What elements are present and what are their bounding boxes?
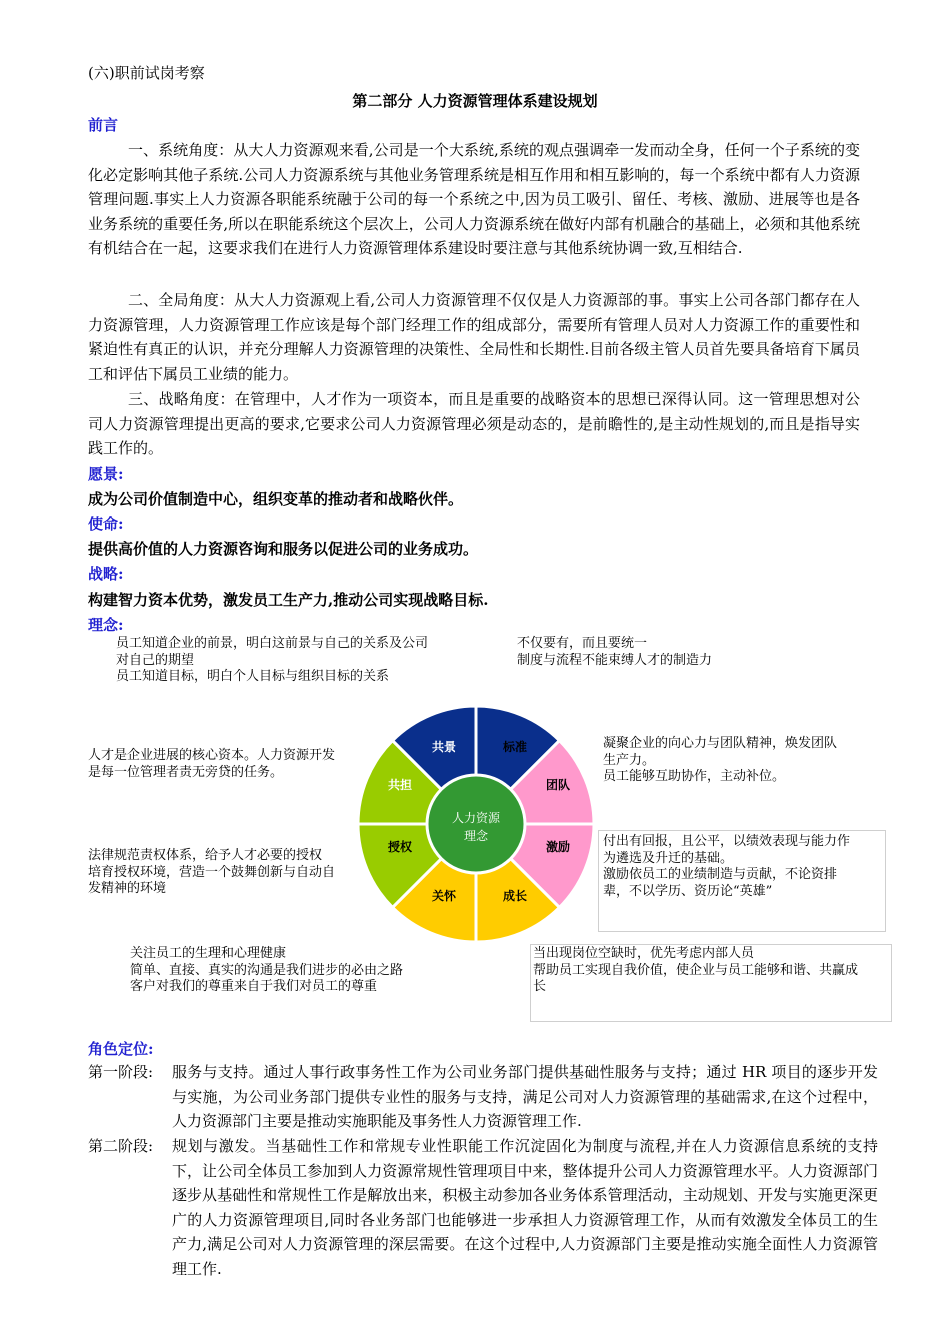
note-line: 凝聚企业的向心力与团队精神，焕发团队 (603, 736, 838, 751)
part-title: 第二部分 人力资源管理体系建设规划 (352, 92, 598, 110)
stage-text: 规划与激发。当基础性工作和常规专业性职能工作沉淀固化为制度与流程,并在人力资源信息系统的支持下，让公司全体员工参加到人力资源常规性管理项目中来，整体提升公司人力资源管理水平。人力资源部门逐步从基础性和常规性工作是解放出来，积极主动参加各业务体系管理活动，主动规划、开发与实施更深更广的人力资源管理项目,同时各业务部门也能够进一步承担人力资源管理工作，从而有效激发全体员工的生产力,满足公司对人力资源管理的深层需要。在这个过程中,人力资源部门主要是推动实施全面性人力资源管理工作. (172, 1137, 878, 1278)
note-line: 关注员工的生理和心理健康 (130, 946, 287, 961)
note-right-low (603, 834, 885, 900)
stage-label: 第二阶段: (88, 1137, 154, 1155)
note-line: 人才是企业进展的核心资本。人力资源开发 (88, 748, 336, 763)
note-line: 为遴选及升迁的基础。 (603, 850, 734, 866)
mission-text: 提供高价值的人力资源咨询和服务以促进公司的业务成功。 (88, 540, 479, 558)
note-top-right (517, 636, 837, 669)
note-line: 激励依员工的业绩制造与贡献，不论资排 (603, 867, 838, 882)
segment-label-incentive: 激励 (545, 840, 571, 854)
note-line: 客户对我们的尊重来自于我们对员工的尊重 (130, 979, 378, 994)
role-stage-1 (88, 1060, 878, 1134)
preface-paragraph-3: 三、战略角度：在管理中，人才作为一项资本，而且是重要的战略资本的思想已深得认同。这一管理思想对公司人力资源管理提出更高的要求,它要求公司人力资源管理必须是动态的，是前瞻性的,是主动性规划的,而且是指导实践工作的。 (88, 390, 860, 457)
note-line: 辈，不以学历、资历论“英雄” (603, 883, 773, 899)
note-bottom-right (533, 946, 889, 996)
preface-paragraph-1: 一、系统角度：从大人力资源观来看,公司是一个大系统,系统的观点强调牵一发而动全身，任何一个子系统的变化必定影响其他子系统.公司人力资源系统与其他业务管理系统是相互作用和相互影响的，每一个系统中都有人力资源管理问题.事实上人力资源各职能系统融于公司的每一个系统之中,因为员工吸引、留任、考核、激励、进展等也是各业务系统的重要任务,所以在职能系统这个层次上，公司人力资源系统在做好内部有机融合的基础上，必须和其他系统有机结合在一起，这要求我们在进行人力资源管理体系建设时要注意与其他系统协调一致,互相结合. (88, 141, 860, 257)
note-line: 培育授权环境，营造一个鼓舞创新与自动自 (88, 864, 336, 880)
segment-label-authorize: 授权 (387, 840, 413, 854)
note-line: 法律规范责权体系，给予人才必要的授权 (88, 848, 323, 863)
segment-label-care: 关怀 (431, 889, 457, 903)
note-line: 对自己的期望 (116, 652, 195, 668)
segment-label-commit: 共担 (387, 778, 413, 792)
note-bottom-left (130, 946, 470, 996)
strategy-heading: 战略: (88, 565, 124, 583)
note-line: 生产力。 (603, 752, 656, 768)
stage-label: 第一阶段: (88, 1063, 154, 1081)
note-line: 长 (533, 979, 547, 994)
vision-heading: 愿景: (88, 465, 124, 483)
roles-heading: 角色定位: (88, 1040, 154, 1058)
preface-paragraph-2: 二、全局角度：从大人力资源观上看,公司人力资源管理不仅仅是人力资源部的事。事实上公司各部门都存在人力资源管理，人力资源管理工作应该是每个部门经理工作的组成部分，需要所有管理人员对人力资源工作的重要性和紧迫性有真正的认识，并充分理解人力资源管理的决策性、全局性和长期性.目前各级主管人员首先要具备培育下属员工和评估下属员工业绩的能力。 (88, 291, 860, 383)
note-line: 制度与流程不能束缚人才的制造力 (517, 652, 713, 668)
note-left-low (88, 848, 368, 898)
philosophy-heading: 理念: (88, 616, 124, 634)
note-line: 员工知道目标，明白个人目标与组织目标的关系 (116, 669, 390, 684)
vision-text: 成为公司价值制造中心，组织变革的推动者和战略伙伴。 (88, 490, 464, 508)
note-line: 简单、直接、真实的沟通是我们进步的必由之路 (130, 962, 404, 978)
segment-label-team: 团队 (545, 778, 571, 792)
note-top-left (116, 636, 476, 686)
stage-text: 服务与支持。通过人事行政事务性工作为公司业务部门提供基础性服务与支持；通过 HR 项目的逐步开发与实施，为公司业务部门提供专业性的服务与支持，满足公司对人力资源管理的基础需求,在这个过程中，人力资源部门主要是推动实施职能及事务性人力资源管理工作. (172, 1063, 878, 1130)
section-label: (六)职前试岗考察 (88, 64, 205, 82)
segment-label-share: 共景 (431, 740, 457, 754)
note-line: 员工知道企业的前景，明白这前景与自己的关系及公司 (116, 636, 429, 651)
mission-heading: 使命: (88, 515, 124, 533)
note-line: 帮助员工实现自我价值，使企业与员工能够和谐、共赢成 (533, 962, 859, 978)
note-line: 付出有回报，且公平，以绩效表现与能力作 (603, 834, 851, 849)
philosophy-wheel-diagram (356, 704, 596, 944)
note-line: 不仅要有，而且要统一 (517, 636, 648, 651)
note-line: 当出现岗位空缺时，优先考虑内部人员 (533, 946, 755, 961)
note-line: 发精神的环境 (88, 881, 167, 896)
wheel-center-line-1: 人力资源 (451, 811, 501, 825)
segment-label-standard: 标准 (502, 740, 528, 754)
note-line: 是每一位管理者责无旁贷的任务。 (88, 764, 284, 780)
strategy-text: 构建智力资本优势，激发员工生产力,推动公司实现战略目标. (88, 591, 489, 609)
note-left-mid (88, 748, 368, 781)
preface-heading: 前言 (88, 116, 119, 134)
wheel-center-line-2: 理念 (463, 829, 489, 843)
role-stage-2 (88, 1134, 878, 1281)
note-right-mid (603, 736, 873, 786)
note-line: 员工能够互助协作，主动补位。 (603, 769, 786, 784)
segment-label-growth: 成长 (502, 889, 528, 903)
